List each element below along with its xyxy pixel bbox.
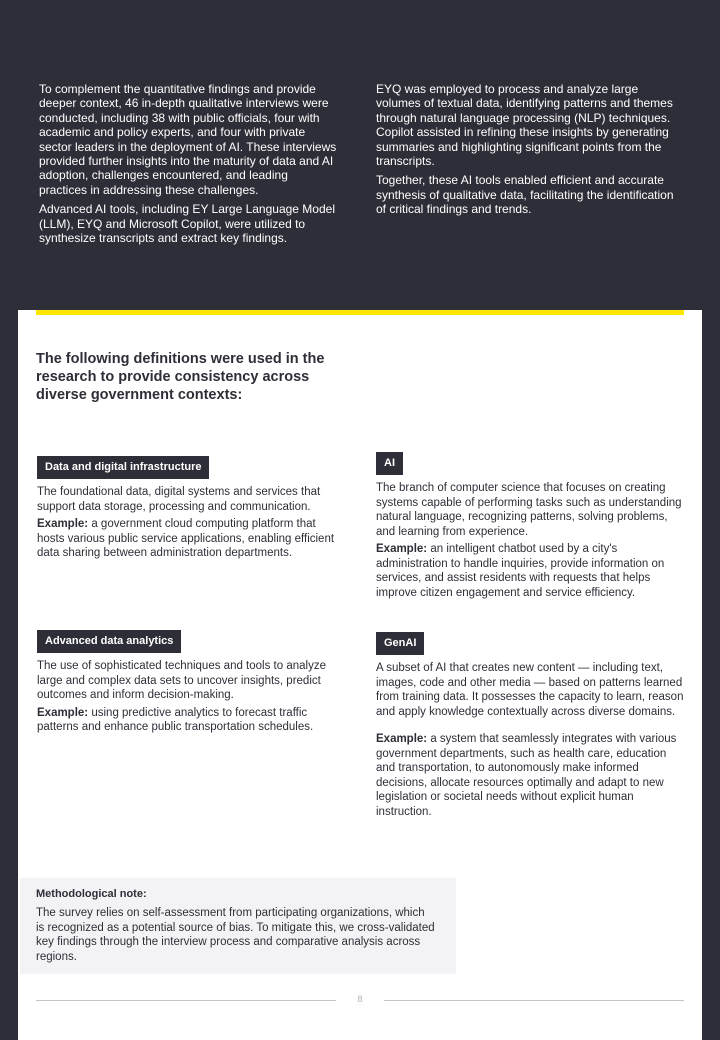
paragraph: To complement the quantitative findings and provide deeper context, 46 in-depth qualitative interviews were conducted, including 38 with public officials, four with academic and policy experts, and four with private sector leaders in the deployment of AI. These interviews provided further insights into the maturity of data and AI adoption, challenges encountered, and leading practices in addressing these challenges. [39,82,337,197]
term-example [37,517,337,561]
example-text: using predictive analytics to forecast traffic patterns and enhance public transportation schedules. [37,706,314,733]
term-description: The branch of computer science that focuses on creating systems capable of performing tasks such as understanding natural language, recognizing patterns, solving problems, and learning from experience. [376,482,682,538]
example-text: an intelligent chatbot used by a city's administration to handle inquiries, provide information on services, and assist residents with requests that helps improve citizen engagement and service efficiency. [376,543,665,599]
term-description: The use of sophisticated techniques and tools to analyze large and complex data sets to uncover insights, predict outcomes and inform decision-making. [37,660,326,701]
term-example [376,732,686,819]
footer-divider-left [36,1000,336,1001]
definitions-card [18,310,702,1040]
term-label: GenAI [376,632,424,655]
definition-data-infrastructure [37,456,337,564]
note-title: Methodological note: [36,888,147,900]
example-label: Example: [376,543,428,555]
paragraph: EYQ was employed to process and analyze large volumes of textual data, identifying patterns and themes through natural language processing (NLP) techniques. Copilot assisted in refining these insights by generating summaries and highlighting significant points from the transcripts. [376,82,673,169]
right-text-column [376,82,676,222]
definition-genai [376,632,686,822]
term-example [376,542,686,600]
accent-bar [36,310,684,315]
definitions-intro: The following definitions were used in the research to provide consistency across diverse government contexts: [36,351,325,403]
example-label: Example: [37,518,89,530]
example-label: Example: [376,733,428,745]
term-label: AI [376,452,403,475]
term-label: Advanced data analytics [37,630,181,653]
term-description: A subset of AI that creates new content — including text, images, code and other media — based on patterns learned from training data. It possesses the capacity to learn, reason and apply knowledge contextually across diverse domains. [376,662,684,718]
top-dark-section [0,0,720,310]
footer-divider-right [384,1000,684,1001]
example-text: a government cloud computing platform that hosts various public service applications, enabling efficient data sharing between administration departments. [37,518,335,559]
term-description: The foundational data, digital systems and services that support data storage, processing and communication. [37,486,321,513]
methodological-note [20,878,456,974]
note-text: The survey relies on self-assessment from participating organizations, which is recognized as a potential source of bias. To mitigate this, we cross-validated key findings through the interview process and comparative analysis across regions. [36,907,435,963]
paragraph: Advanced AI tools, including EY Large Language Model (LLM), EYQ and Microsoft Copilot, were utilized to synthesize transcripts and extract key findings. [39,202,335,246]
page-number: 8 [357,994,363,1004]
definition-ai [376,452,686,603]
term-label: Data and digital infrastructure [37,456,209,479]
paragraph: Together, these AI tools enabled efficient and accurate synthesis of qualitative data, facilitating the identification of critical findings and trends. [376,173,674,217]
example-text: a system that seamlessly integrates with various government departments, such as health care, education and transportation, to autonomously make informed decisions, allocate resources optimally and adapt to new legislation or societal needs without explicit human instruction. [376,733,677,818]
left-text-column [39,82,339,250]
example-label: Example: [37,706,89,719]
definition-advanced-analytics [37,630,347,738]
term-example [37,706,347,735]
